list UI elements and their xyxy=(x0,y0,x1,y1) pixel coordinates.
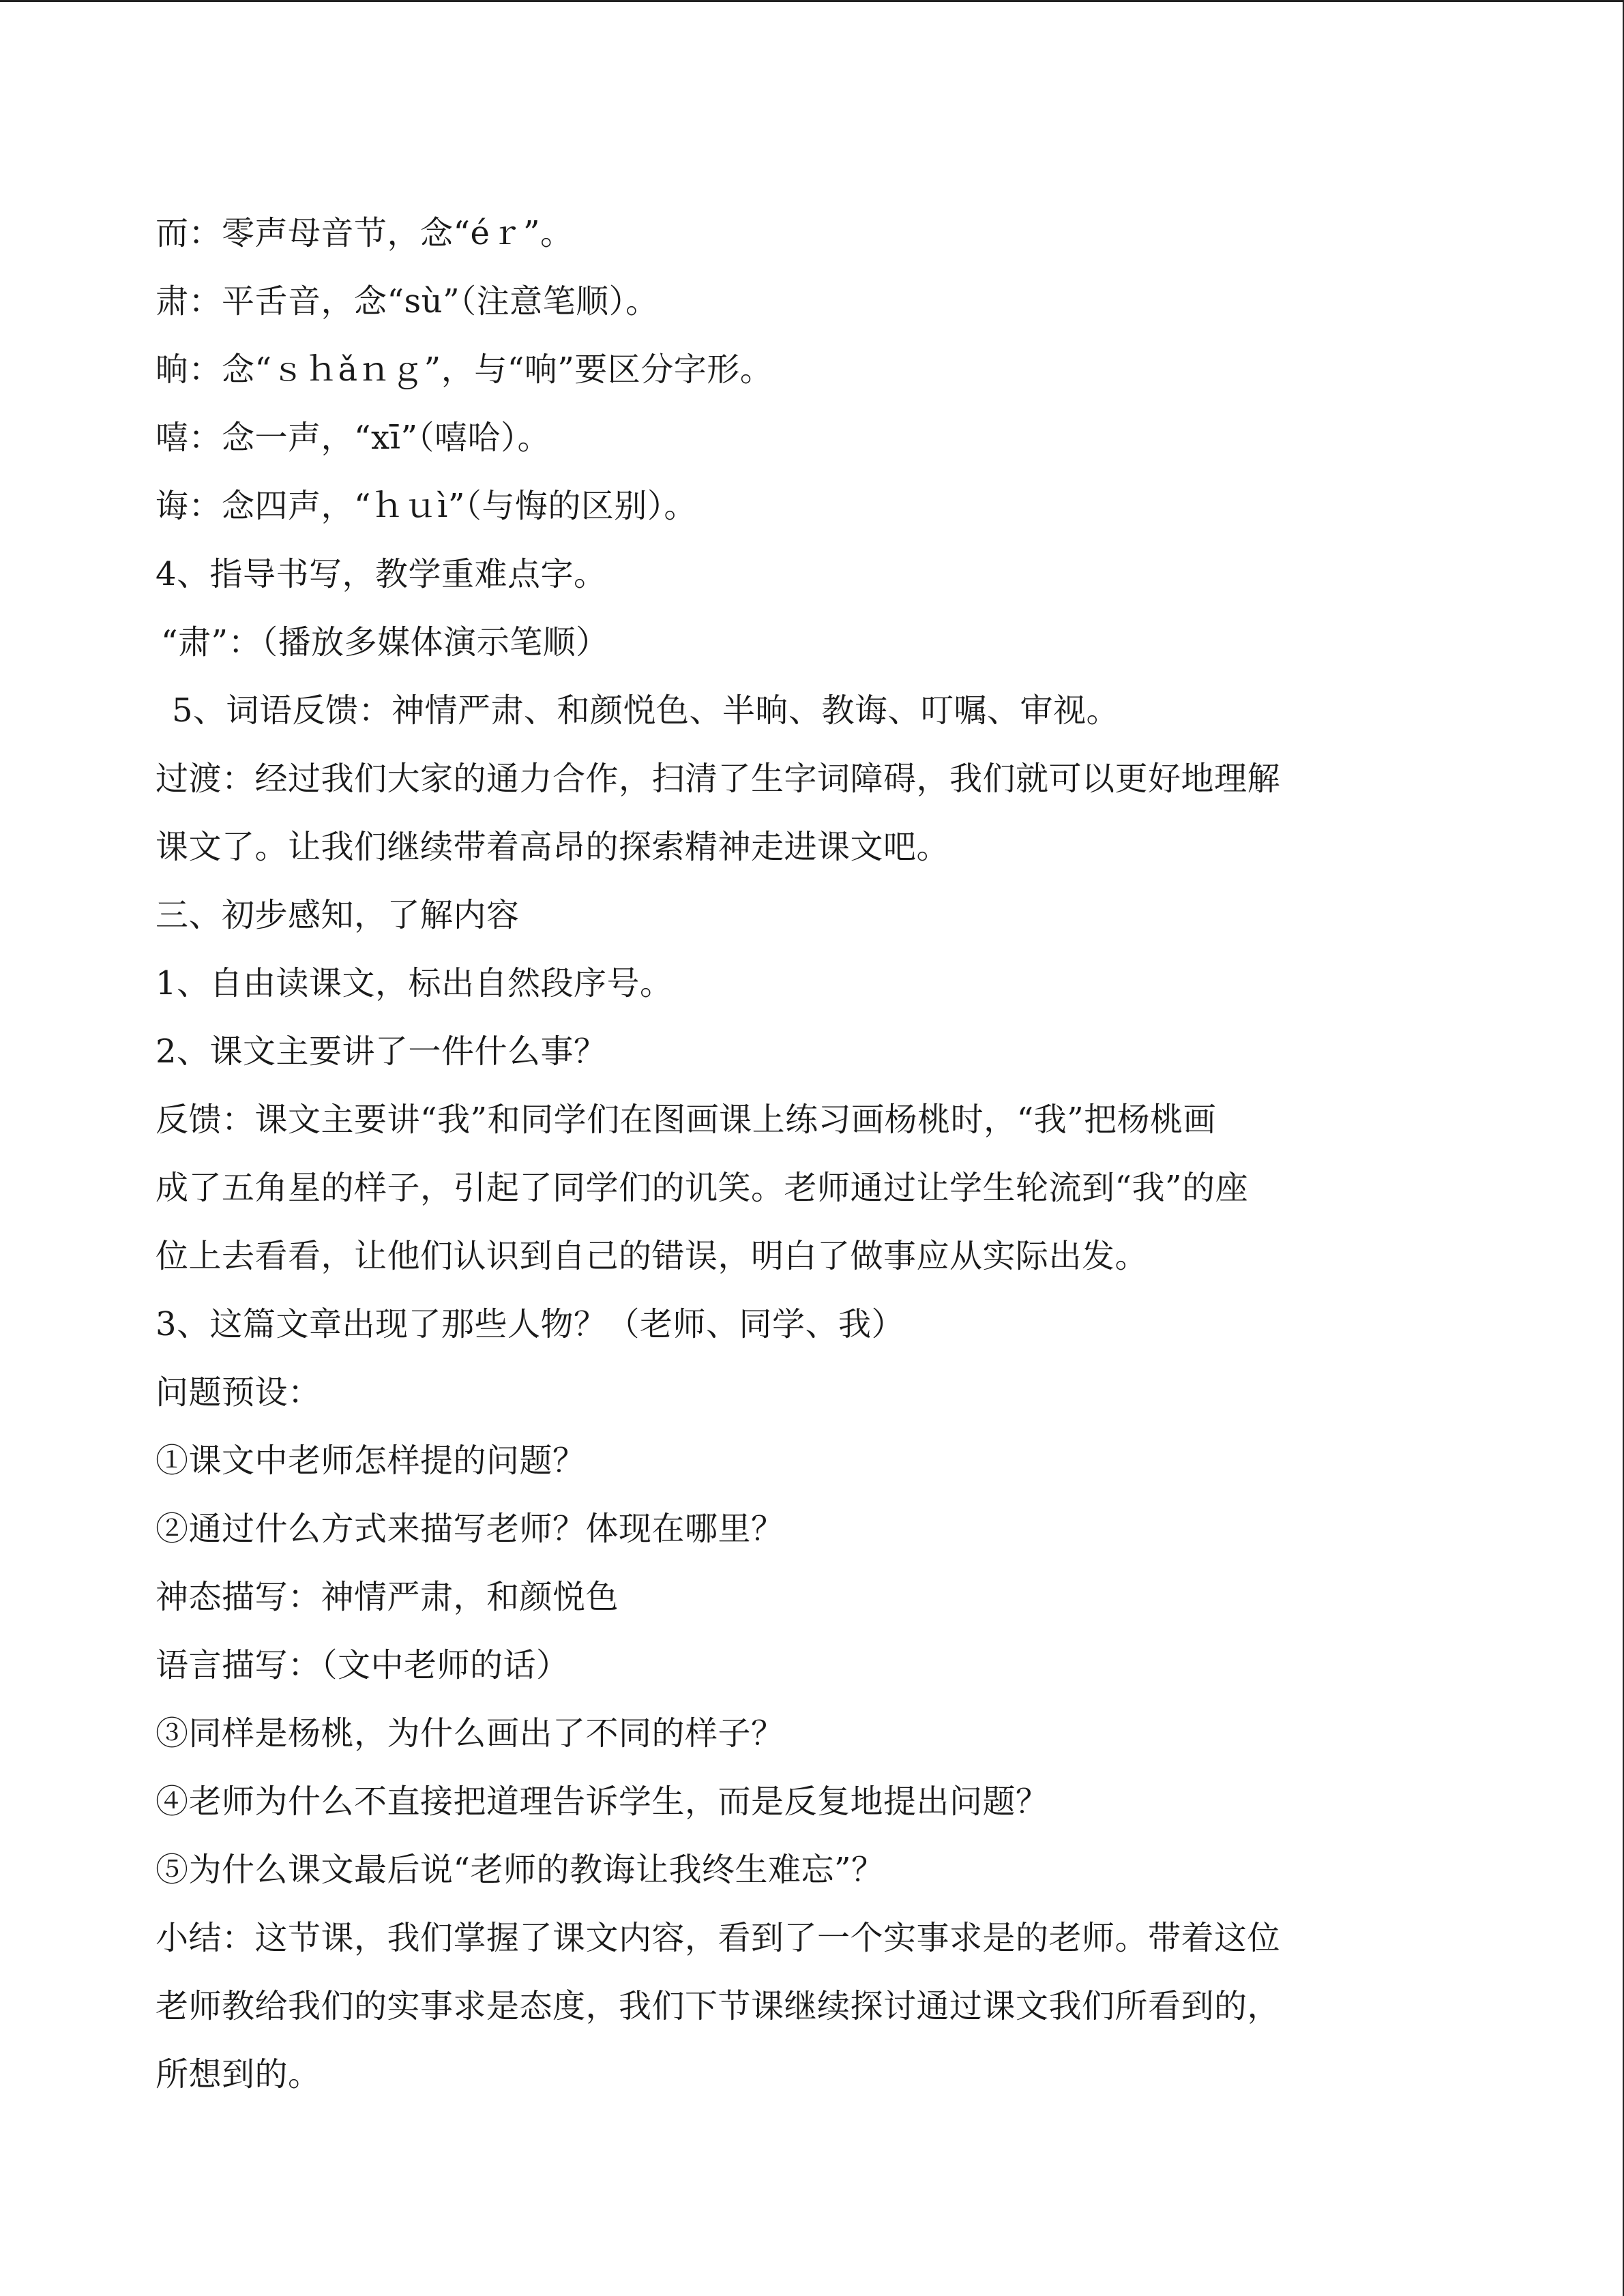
text-line-er: 而：零声母音节，念“éｒ”。 xyxy=(156,214,574,252)
section-3-heading: 三、初步感知，了解内容 xyxy=(156,896,520,934)
stroke-order-note: “肃”：（播放多媒体演示笔顺） xyxy=(161,623,609,661)
text-line-xi: 嘻：念一声，“xī”（嘻哈）。 xyxy=(156,419,551,457)
task-2: 2、课文主要讲了一件什么事？ xyxy=(156,1032,607,1071)
question-preset-label: 问题预设： xyxy=(156,1373,321,1412)
feedback-paragraph-line-3: 位上去看看，让他们认识到自己的错误，明白了做事应从实际出发。 xyxy=(156,1237,1149,1275)
question-1: ①课文中老师怎样提的问题？ xyxy=(156,1442,586,1480)
question-2: ②通过什么方式来描写老师？体现在哪里？ xyxy=(156,1510,784,1548)
feedback-paragraph-line-1: 反馈：课文主要讲“我”和同学们在图画课上练习画杨桃时，“我”把杨桃画 xyxy=(156,1101,1217,1139)
language-description: 语言描写：（文中老师的话） xyxy=(156,1646,570,1684)
document-body xyxy=(156,199,1465,2108)
text-line-hui: 诲：念四声，“ｈｕì”（与悔的区别）。 xyxy=(156,487,697,525)
summary-paragraph-line-1: 小结：这节课，我们掌握了课文内容，看到了一个实事求是的老师。带着这位 xyxy=(156,1919,1281,1957)
step-4-heading: 4、指导书写，教学重难点字。 xyxy=(156,555,607,593)
page-top-border xyxy=(0,0,1624,2)
step-5-vocabulary: 5、词语反馈：神情严肃、和颜悦色、半晌、教诲、叮嘱、审视。 xyxy=(172,691,1120,730)
transition-paragraph-line-1: 过渡：经过我们大家的通力合作，扫清了生字词障碍，我们就可以更好地理解 xyxy=(156,760,1281,798)
feedback-paragraph-line-2: 成了五角星的样子，引起了同学们的讥笑。老师通过让学生轮流到“我”的座 xyxy=(156,1169,1249,1207)
summary-paragraph-line-3: 所想到的。 xyxy=(156,2055,321,2093)
expression-description: 神态描写：神情严肃，和颜悦色 xyxy=(156,1578,619,1616)
transition-paragraph-line-2: 课文了。让我们继续带着高昂的探索精神走进课文吧。 xyxy=(156,828,950,866)
question-4: ④老师为什么不直接把道理告诉学生，而是反复地提出问题？ xyxy=(156,1783,1049,1821)
summary-paragraph-line-2: 老师教给我们的实事求是态度，我们下节课继续探讨通过课文我们所看到的， xyxy=(156,1987,1281,2025)
task-3: 3、这篇文章出现了那些人物？（老师、同学、我） xyxy=(156,1305,905,1343)
task-1: 1、自由读课文，标出自然段序号。 xyxy=(156,964,673,1002)
question-3: ③同样是杨桃，为什么画出了不同的样子？ xyxy=(156,1714,784,1753)
text-line-su: 肃：平舌音，念“sù”（注意笔顺）。 xyxy=(156,282,659,320)
question-5: ⑤为什么课文最后说“老师的教诲让我终生难忘”？ xyxy=(156,1851,885,1889)
text-line-shang: 晌：念“ｓｈǎｎｇ”，与“响”要区分字形。 xyxy=(156,351,773,389)
